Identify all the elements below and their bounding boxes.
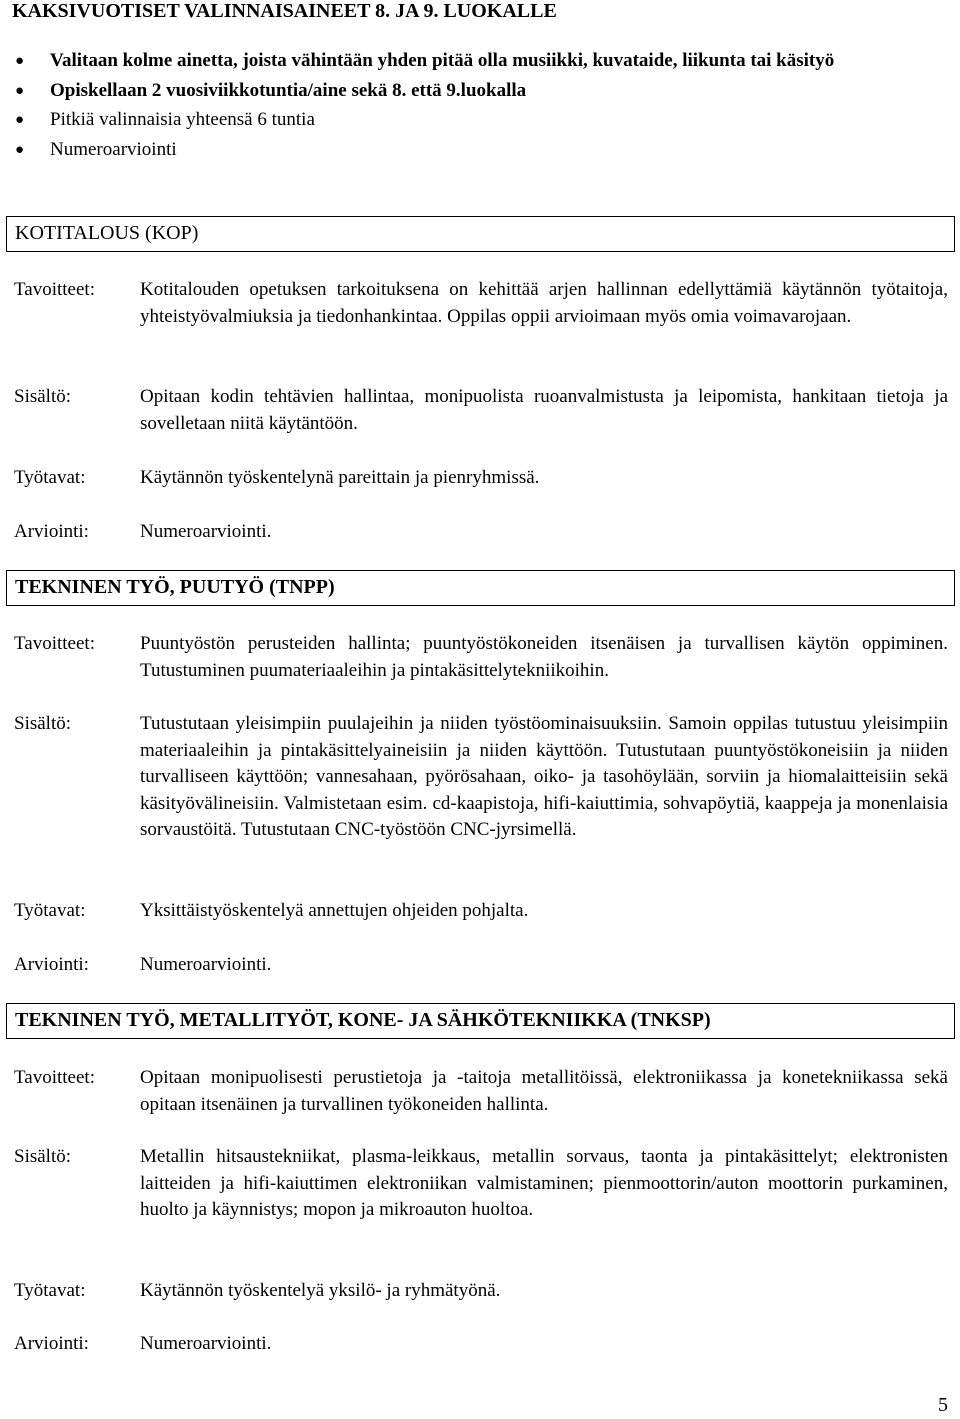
section-row-sisalto — [14, 384, 948, 437]
row-label-arviointi: Arviointi: — [14, 1333, 89, 1354]
section-header-metallityot: TEKNINEN TYÖ, METALLITYÖT, KONE- JA SÄHKÖTEKNIIKKA (TNKSP) — [6, 1003, 955, 1039]
section-row-sisalto — [14, 711, 948, 844]
section-row-tavoitteet — [14, 1065, 948, 1118]
section-row-tyotavat — [14, 898, 948, 925]
row-label-tyotavat: Työtavat: — [14, 1280, 86, 1301]
row-text-sisalto: Metallin hitsaustekniikat, plasma-leikkaus, metallin sorvaus, taonta ja pintakäsittelyt; elektronisten laitteiden ja hifi-kaiuttimen elektroniikan valmistaminen; pienmoottorin/auton moottorin purkaminen, huolto ja käynnistys; mopon ja mikroauton huoltoa. — [140, 1146, 948, 1220]
list-item-text: Pitkiä valinnaisia yhteensä 6 tuntia — [50, 109, 315, 130]
section-row-arviointi — [14, 1331, 948, 1358]
section-row-arviointi — [14, 519, 948, 546]
list-item — [12, 78, 948, 105]
row-label-sisalto: Sisältö: — [14, 1146, 72, 1167]
list-item-text: Valitaan kolme ainetta, joista vähintään yhden pitää olla musiikki, kuvataide, liikunta tai käsityö — [50, 50, 835, 71]
row-text-tavoitteet: Kotitalouden opetuksen tarkoituksena on kehittää arjen hallinnan edellyttämiä käytännön työtaitoja, yhteistyövalmiuksia ja tiedonhankintaa. Oppilas oppii arvioimaan myös omia voimavarojaan. — [140, 279, 948, 327]
row-label-tavoitteet: Tavoitteet: — [14, 1067, 95, 1088]
row-label-sisalto: Sisältö: — [14, 713, 72, 734]
bullet-icon: ● — [15, 53, 25, 69]
row-text-tyotavat: Yksittäistyöskentelyä annettujen ohjeiden pohjalta. — [140, 900, 529, 921]
row-label-tyotavat: Työtavat: — [14, 467, 86, 488]
row-text-arviointi: Numeroarviointi. — [140, 954, 272, 975]
section-row-tavoitteet — [14, 631, 948, 684]
row-text-arviointi: Numeroarviointi. — [140, 1333, 272, 1354]
row-label-tavoitteet: Tavoitteet: — [14, 279, 95, 300]
section-row-tyotavat — [14, 1278, 948, 1305]
row-label-sisalto: Sisältö: — [14, 386, 72, 407]
row-text-tavoitteet: Opitaan monipuolisesti perustietoja ja -taitoja metallitöissä, elektroniikassa ja konetekniikassa sekä opitaan itsenäinen ja turvallinen työkoneiden hallinta. — [140, 1067, 948, 1115]
section-row-sisalto — [14, 1144, 948, 1224]
row-label-tavoitteet: Tavoitteet: — [14, 633, 95, 654]
list-item-text: Opiskellaan 2 vuosiviikkotuntia/aine sekä 8. että 9.luokalla — [50, 79, 527, 101]
page-title: KAKSIVUOTISET VALINNAISAINEET 8. JA 9. LUOKALLE — [12, 0, 557, 22]
row-label-tyotavat: Työtavat: — [14, 900, 86, 921]
list-item — [12, 137, 948, 164]
section-header-kotitalous: KOTITALOUS (KOP) — [6, 216, 955, 252]
bullet-icon: ● — [15, 141, 25, 158]
list-item-text: Numeroarviointi — [50, 138, 177, 160]
row-text-sisalto: Tutustutaan yleisimpiin puulajeihin ja niiden työstöominaisuuksiin. Samoin oppilas tutustuu yleisimpiin materiaaleihin ja pintakäsittelyaineisiin ja niiden käyttöön. Tutustutaan puuntyöstökoneisiin ja niiden turvalliseen käyttöön; vannesahaan, pyörösahaan, oiko- ja tasohöylään, sorviin ja hiomalaitteisiin sekä käsityövälineisiin. Valmistetaan esim. cd-kaapistoja, hifi-kaiuttimia, sohvapöytiä, kaappeja ja monenlaisia sorvaustöitä. Tutustutaan CNC-työstöön CNC-jyrsimellä. — [140, 713, 948, 840]
page-number: 5 — [938, 1394, 948, 1416]
section-row-tyotavat — [14, 465, 948, 492]
row-text-arviointi: Numeroarviointi. — [140, 521, 272, 542]
section-row-tavoitteet — [14, 277, 948, 330]
section-row-arviointi — [14, 952, 948, 979]
bullet-icon: ● — [15, 112, 25, 128]
row-label-arviointi: Arviointi: — [14, 521, 89, 542]
row-label-arviointi: Arviointi: — [14, 954, 89, 975]
row-text-tavoitteet: Puuntyöstön perusteiden hallinta; puuntyöstökoneiden itsenäisen ja turvallisen käytön oppiminen. Tutustuminen puumateriaaleihin ja pintakäsittelytekniikoihin. — [140, 633, 948, 681]
row-text-sisalto: Opitaan kodin tehtävien hallintaa, monipuolista ruoanvalmistusta ja leipomista, hankitaan tietoja ja sovelletaan niitä käytäntöön. — [140, 386, 948, 434]
requirements-list — [12, 48, 948, 166]
row-text-tyotavat: Käytännön työskentelynä pareittain ja pienryhmissä. — [140, 467, 540, 488]
bullet-icon: ● — [15, 82, 25, 99]
list-item — [12, 48, 948, 75]
list-item — [12, 107, 948, 134]
row-text-tyotavat: Käytännön työskentelyä yksilö- ja ryhmätyönä. — [140, 1280, 501, 1301]
section-header-puutyo: TEKNINEN TYÖ, PUUTYÖ (TNPP) — [6, 570, 955, 606]
